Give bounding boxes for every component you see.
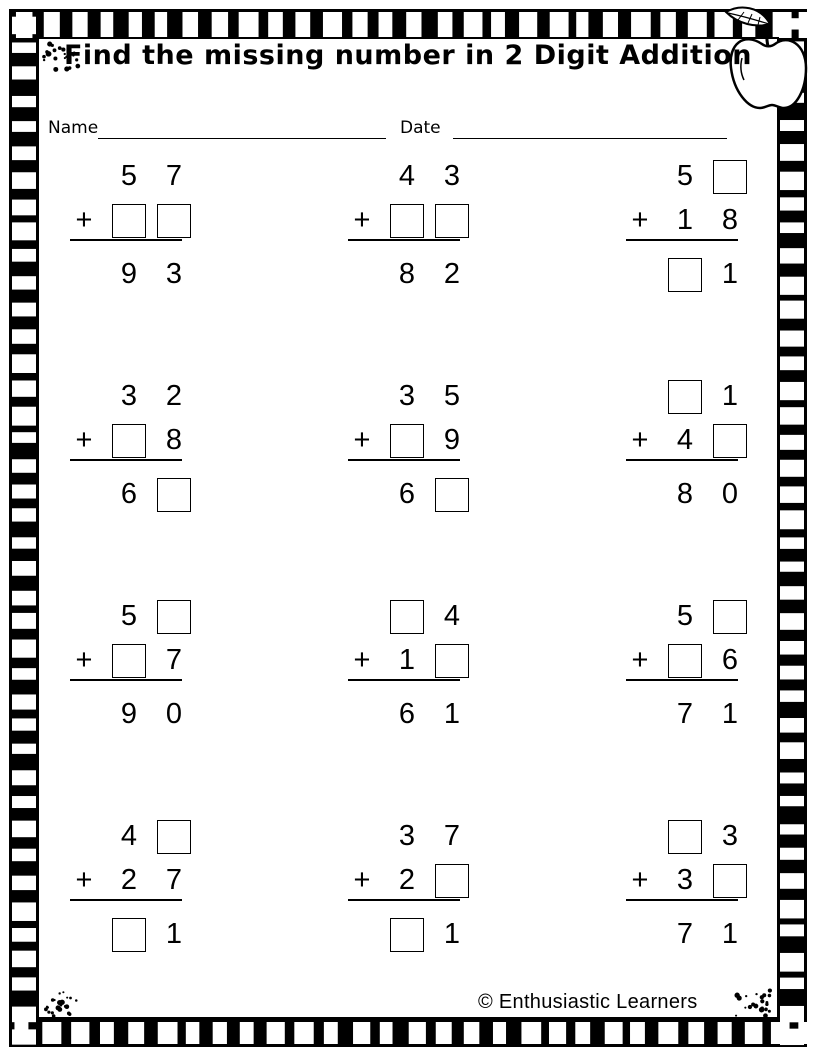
- digit: 4: [398, 160, 416, 192]
- answer-box[interactable]: [668, 644, 702, 678]
- answer-box[interactable]: [390, 600, 424, 634]
- answer-box[interactable]: [668, 258, 702, 292]
- answer-box[interactable]: [713, 160, 747, 194]
- digit: 5: [120, 160, 138, 192]
- digit: 1: [721, 380, 739, 412]
- sum-line: [626, 239, 738, 241]
- digit: 4: [120, 820, 138, 852]
- digit: 3: [721, 820, 739, 852]
- answer-box[interactable]: [713, 424, 747, 458]
- plus-sign: +: [353, 204, 371, 236]
- digit: 8: [676, 478, 694, 510]
- answer-box[interactable]: [112, 644, 146, 678]
- plus-sign: +: [75, 864, 93, 896]
- digit: 7: [165, 864, 183, 896]
- digit: 7: [443, 820, 461, 852]
- plus-sign: +: [631, 424, 649, 456]
- digit: 6: [721, 644, 739, 676]
- digit: 8: [165, 424, 183, 456]
- digit: 8: [398, 258, 416, 290]
- answer-box[interactable]: [713, 864, 747, 898]
- digit: 7: [676, 698, 694, 730]
- answer-box[interactable]: [435, 644, 469, 678]
- answer-box[interactable]: [390, 204, 424, 238]
- digit: 9: [443, 424, 461, 456]
- date-label: Date: [400, 118, 441, 138]
- sum-line: [70, 459, 182, 461]
- digit: 3: [165, 258, 183, 290]
- answer-box[interactable]: [157, 600, 191, 634]
- sum-line: [348, 899, 460, 901]
- digit: 7: [165, 160, 183, 192]
- digit: 1: [721, 698, 739, 730]
- digit: 1: [721, 258, 739, 290]
- digit: 8: [721, 204, 739, 236]
- digit: 2: [165, 380, 183, 412]
- sum-line: [626, 899, 738, 901]
- answer-box[interactable]: [713, 600, 747, 634]
- answer-box[interactable]: [112, 204, 146, 238]
- digit: 6: [398, 478, 416, 510]
- sum-line: [348, 679, 460, 681]
- digit: 4: [676, 424, 694, 456]
- digit: 2: [120, 864, 138, 896]
- digit: 0: [165, 698, 183, 730]
- plus-sign: +: [631, 644, 649, 676]
- digit: 1: [165, 918, 183, 950]
- answer-box[interactable]: [390, 918, 424, 952]
- sum-line: [626, 679, 738, 681]
- plus-sign: +: [75, 204, 93, 236]
- sum-line: [626, 459, 738, 461]
- digit: 3: [676, 864, 694, 896]
- sum-line: [70, 679, 182, 681]
- date-field[interactable]: [453, 138, 727, 139]
- digit: 5: [676, 600, 694, 632]
- plus-sign: +: [631, 864, 649, 896]
- answer-box[interactable]: [157, 478, 191, 512]
- digit: 1: [443, 698, 461, 730]
- digit: 1: [443, 918, 461, 950]
- plus-sign: +: [75, 644, 93, 676]
- name-field[interactable]: [98, 138, 386, 139]
- page-title: Find the missing number in 2 Digit Addition: [63, 40, 752, 71]
- plus-sign: +: [75, 424, 93, 456]
- answer-box[interactable]: [112, 918, 146, 952]
- answer-box[interactable]: [390, 424, 424, 458]
- digit: 5: [120, 600, 138, 632]
- digit: 7: [676, 918, 694, 950]
- digit: 7: [165, 644, 183, 676]
- digit: 2: [398, 864, 416, 896]
- plus-sign: +: [631, 204, 649, 236]
- digit: 5: [443, 380, 461, 412]
- answer-box[interactable]: [435, 478, 469, 512]
- digit: 9: [120, 258, 138, 290]
- sum-line: [70, 899, 182, 901]
- answer-box[interactable]: [112, 424, 146, 458]
- copyright-footer: © Enthusiastic Learners: [478, 991, 698, 1013]
- digit: 3: [398, 820, 416, 852]
- answer-box[interactable]: [668, 820, 702, 854]
- answer-box[interactable]: [435, 204, 469, 238]
- digit: 2: [443, 258, 461, 290]
- digit: 1: [398, 644, 416, 676]
- answer-box[interactable]: [435, 864, 469, 898]
- plus-sign: +: [353, 424, 371, 456]
- digit: 5: [676, 160, 694, 192]
- digit: 1: [676, 204, 694, 236]
- sum-line: [348, 459, 460, 461]
- sum-line: [348, 239, 460, 241]
- digit: 4: [443, 600, 461, 632]
- digit: 6: [120, 478, 138, 510]
- digit: 3: [443, 160, 461, 192]
- plus-sign: +: [353, 864, 371, 896]
- sum-line: [70, 239, 182, 241]
- digit: 9: [120, 698, 138, 730]
- digit: 3: [398, 380, 416, 412]
- answer-box[interactable]: [157, 820, 191, 854]
- digit: 6: [398, 698, 416, 730]
- answer-box[interactable]: [668, 380, 702, 414]
- digit: 3: [120, 380, 138, 412]
- digit: 1: [721, 918, 739, 950]
- answer-box[interactable]: [157, 204, 191, 238]
- plus-sign: +: [353, 644, 371, 676]
- digit: 0: [721, 478, 739, 510]
- name-label: Name: [48, 118, 99, 138]
